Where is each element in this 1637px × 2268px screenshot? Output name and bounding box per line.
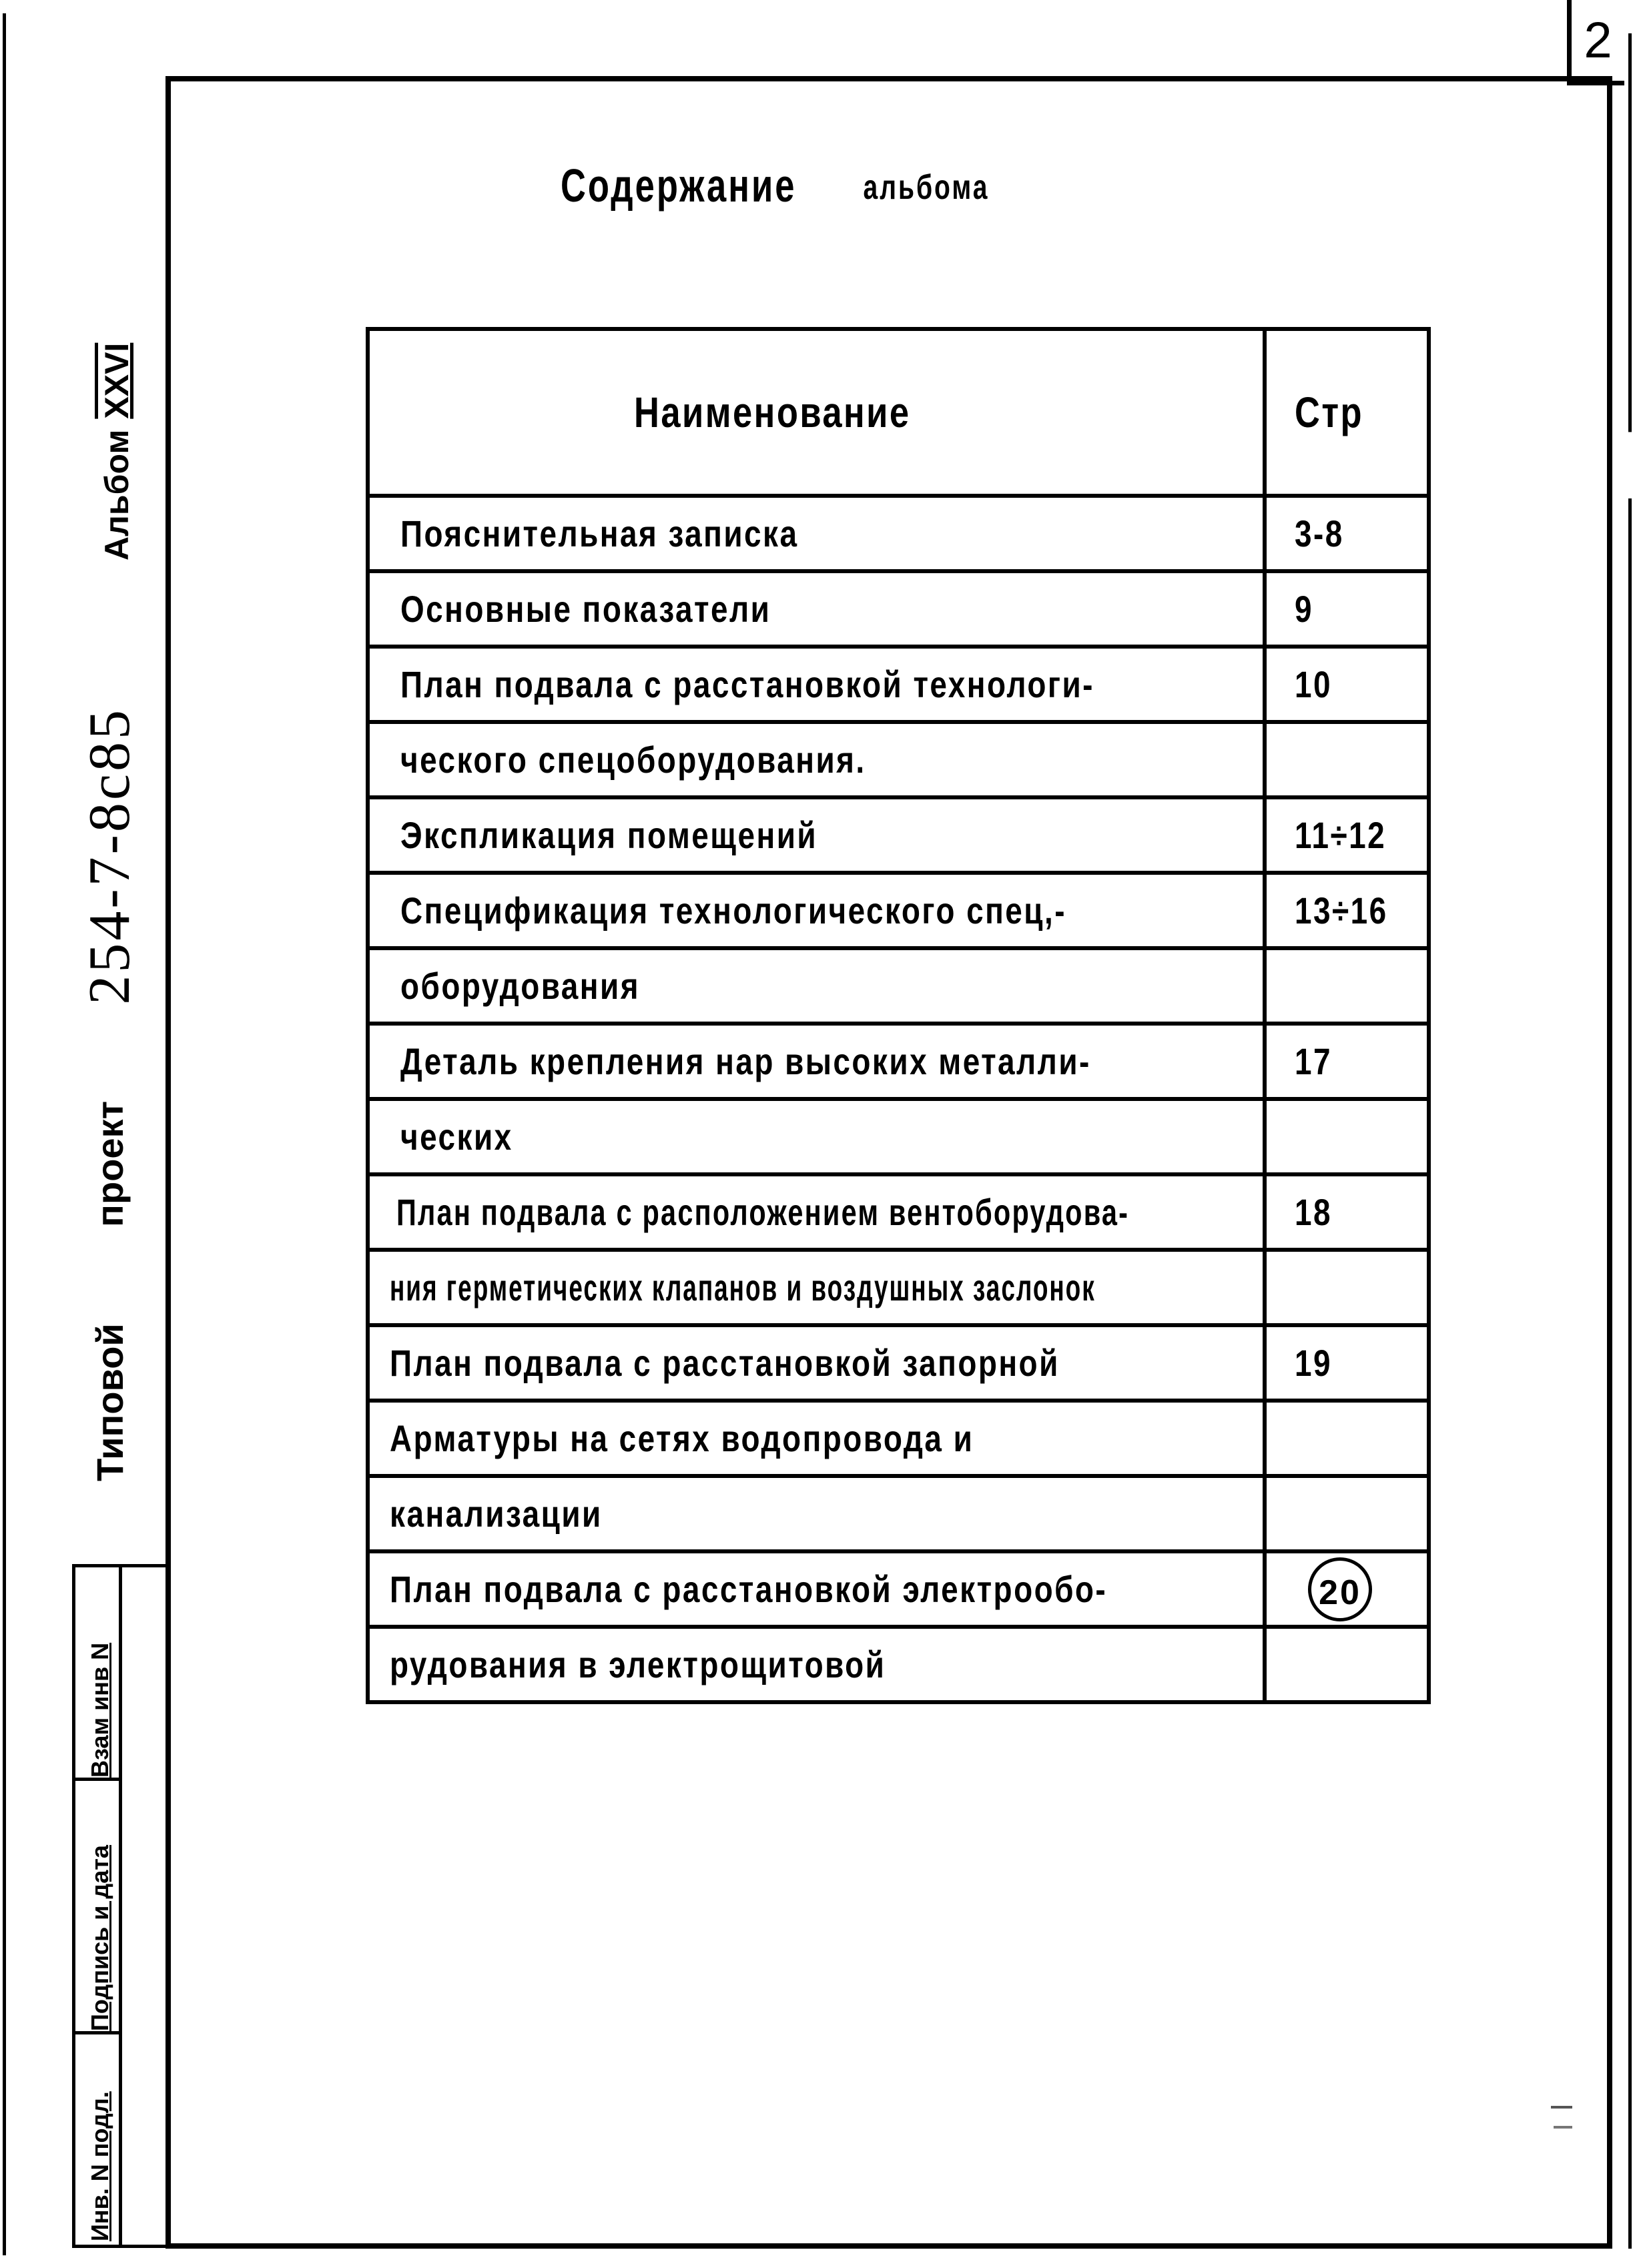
album-word: Альбом <box>98 429 135 560</box>
table-row <box>368 797 1429 873</box>
table-row <box>368 1627 1429 1702</box>
row-name: План подвала с расстановкой запорной <box>368 1325 1265 1401</box>
sheet-number-tab <box>1567 0 1624 85</box>
page-title <box>561 159 1011 232</box>
album-label <box>90 280 143 560</box>
table-row <box>368 496 1429 571</box>
stamp-cell-inv-orig <box>75 2034 122 2245</box>
stamp-cell-signature <box>75 1781 122 2034</box>
circled-page-number: 20 <box>1308 1557 1372 1621</box>
row-name: Деталь крепления нар высоких металли- <box>368 1024 1265 1099</box>
title-word-album: альбома <box>863 168 990 207</box>
title-word-contents: Содержание <box>561 159 797 212</box>
header-page: Стр <box>1265 329 1429 496</box>
row-name: рудования в электрощитовой <box>368 1627 1265 1702</box>
table-row <box>368 1476 1429 1551</box>
sheet-number: 2 <box>1584 12 1612 69</box>
row-name: План подвала с расположением вентоборудова- <box>368 1174 1265 1250</box>
table-row <box>368 1174 1429 1250</box>
row-name: ческих <box>368 1099 1265 1174</box>
row-name: канализации <box>368 1476 1265 1551</box>
project-number: 254-7-8с85 <box>77 707 142 1005</box>
row-page <box>1265 722 1429 797</box>
table-row <box>368 647 1429 722</box>
table-row <box>368 873 1429 948</box>
row-name: Пояснительная записка <box>368 496 1265 571</box>
table-header-row <box>368 329 1429 496</box>
row-name: ческого спецоборудования. <box>368 722 1265 797</box>
pencil-mark <box>1547 2099 1580 2139</box>
binding-line <box>0 0 9 2268</box>
table-row <box>368 722 1429 797</box>
table-row <box>368 1401 1429 1476</box>
row-page: 11÷12 <box>1265 797 1429 873</box>
row-name: План подвала с расстановкой электрообо- <box>368 1551 1265 1627</box>
table-row <box>368 1551 1429 1627</box>
stamp-inv-orig: Инв. N подл. <box>86 2091 113 2241</box>
header-name: Наименование <box>368 329 1265 496</box>
stamp-column <box>75 1567 122 2245</box>
row-page: 19 <box>1265 1325 1429 1401</box>
table-row <box>368 1325 1429 1401</box>
table-row <box>368 1250 1429 1325</box>
row-page: 3-8 <box>1265 496 1429 571</box>
table-row <box>368 948 1429 1024</box>
project-label <box>77 707 142 1481</box>
row-name: Арматуры на сетях водопровода и <box>368 1401 1265 1476</box>
table-row <box>368 1099 1429 1174</box>
row-page <box>1265 1099 1429 1174</box>
typical-word: Типовой <box>89 1323 131 1481</box>
table-row <box>368 1024 1429 1099</box>
right-edge-line <box>1628 20 1632 2249</box>
row-page: 17 <box>1265 1024 1429 1099</box>
row-page: 18 <box>1265 1174 1429 1250</box>
row-name: Основные показатели <box>368 571 1265 647</box>
row-name: План подвала с расстановкой технологи- <box>368 647 1265 722</box>
row-page <box>1265 1401 1429 1476</box>
stamp-signature-date: Подпись и дата <box>86 1845 113 2031</box>
row-page <box>1265 1250 1429 1325</box>
row-name: Экспликация помещений <box>368 797 1265 873</box>
table-row <box>368 571 1429 647</box>
contents-table <box>366 327 1431 1704</box>
row-page <box>1265 1551 1429 1627</box>
stamp-replace-inv: Взам инв N <box>86 1642 113 1778</box>
row-page: 10 <box>1265 647 1429 722</box>
row-name: Спецификация технологического спец,- <box>368 873 1265 948</box>
row-name: ния герметических клапанов и воздушных заслонок <box>368 1250 1265 1325</box>
album-number: XXVI <box>98 342 135 419</box>
row-page: 13÷16 <box>1265 873 1429 948</box>
row-page <box>1265 948 1429 1024</box>
row-page: 9 <box>1265 571 1429 647</box>
project-word: проект <box>89 1100 131 1227</box>
stamp-cell-replace-inv <box>75 1567 122 1781</box>
row-page <box>1265 1476 1429 1551</box>
approval-stamp <box>72 1564 166 2248</box>
row-page <box>1265 1627 1429 1702</box>
row-name: оборудования <box>368 948 1265 1024</box>
